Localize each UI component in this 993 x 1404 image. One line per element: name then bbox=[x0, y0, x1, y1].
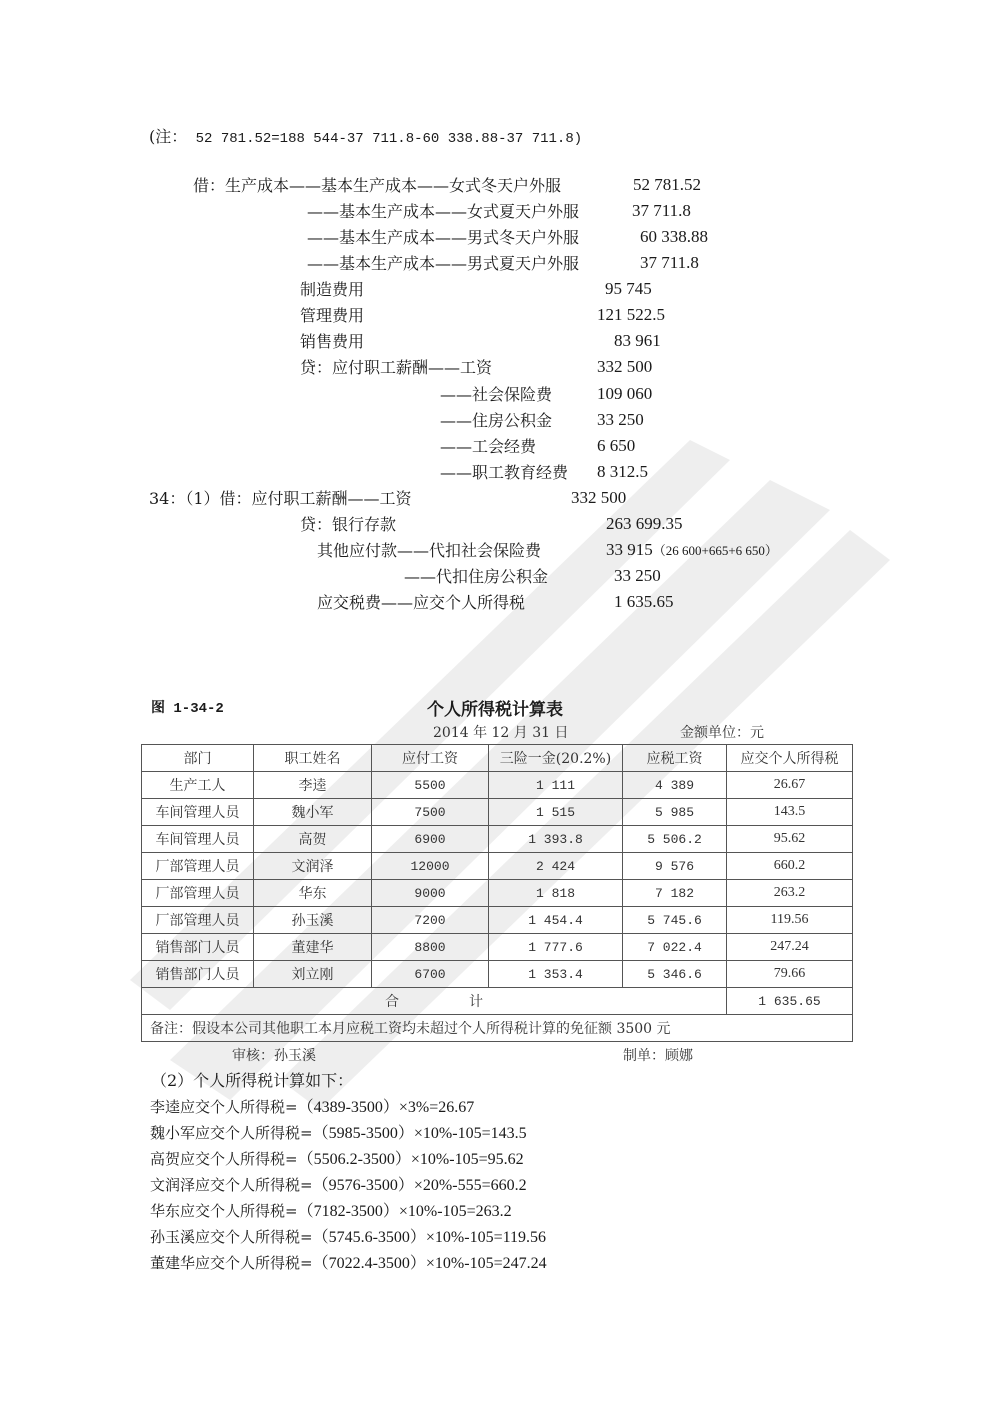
entry-line-label: ——社会保险费 bbox=[440, 385, 553, 404]
cell-gross-wage: 8800 bbox=[372, 934, 489, 961]
table-row bbox=[142, 961, 853, 988]
income-tax-table bbox=[141, 744, 853, 1042]
cell-gross-wage: 6700 bbox=[372, 961, 489, 988]
calculation-line bbox=[150, 1120, 527, 1147]
entry-line-label: ——代扣住房公积金 bbox=[404, 567, 549, 586]
calculation-line bbox=[150, 1224, 546, 1251]
entry-line-label: ——基本生产成本——女式夏天户外服 bbox=[307, 202, 580, 221]
cell-department: 车间管理人员 bbox=[142, 799, 254, 826]
table-row bbox=[142, 934, 853, 961]
cell-insurance: 1 393.8 bbox=[489, 826, 623, 853]
table-row bbox=[142, 799, 853, 826]
calc-formula: （7182-3500）×10%-105=263.2 bbox=[297, 1203, 512, 1220]
entry-line-amount: 332 500 bbox=[597, 357, 653, 376]
entry-line-amount: 37 711.8 bbox=[632, 201, 691, 220]
calculation-line bbox=[150, 1146, 524, 1173]
entry-line-amount: 60 338.88 bbox=[640, 227, 708, 246]
cell-insurance: 1 454.4 bbox=[489, 907, 623, 934]
cell-department: 厂部管理人员 bbox=[142, 880, 254, 907]
cell-taxable: 5 346.6 bbox=[623, 961, 727, 988]
entry-line-label: 销售费用 bbox=[300, 332, 365, 351]
entry-line-label: 制造费用 bbox=[300, 280, 365, 299]
entry-line-label: ——住房公积金 bbox=[440, 411, 553, 430]
calculation-line bbox=[150, 1172, 527, 1199]
entry-line-amount: 33 915 bbox=[606, 540, 653, 559]
cell-department: 销售部门人员 bbox=[142, 961, 254, 988]
entry-line-amount-group bbox=[606, 540, 778, 560]
entry-line-amount: 263 699.35 bbox=[606, 514, 683, 533]
cell-department: 厂部管理人员 bbox=[142, 853, 254, 880]
entry-line-label: ——工会经费 bbox=[440, 437, 537, 456]
cell-department: 销售部门人员 bbox=[142, 934, 254, 961]
header-taxable-wage: 应税工资 bbox=[623, 745, 727, 772]
header-insurance-fund: 三险一金(20.2%) bbox=[489, 745, 623, 772]
cell-insurance: 1 515 bbox=[489, 799, 623, 826]
cell-gross-wage: 12000 bbox=[372, 853, 489, 880]
entry-line-amount: 52 781.52 bbox=[633, 175, 701, 194]
cell-taxable: 5 506.2 bbox=[623, 826, 727, 853]
entry-line-breakdown: （26 600+665+6 650） bbox=[652, 543, 778, 558]
cell-tax: 143.5 bbox=[727, 799, 853, 826]
entry-line-label: ——职工教育经费 bbox=[440, 463, 569, 482]
cell-name: 高贺 bbox=[254, 826, 372, 853]
note-formula: 52 781.52=188 544-37 711.8-60 338.88-37 711.8) bbox=[195, 131, 583, 147]
cell-tax: 263.2 bbox=[727, 880, 853, 907]
entry-line-label: 34：（1）借：应付职工薪酬——工资 bbox=[149, 489, 412, 508]
total-label: 合 计 bbox=[142, 988, 727, 1015]
calculation-line bbox=[150, 1250, 547, 1277]
cell-name: 孙玉溪 bbox=[254, 907, 372, 934]
cell-tax: 660.2 bbox=[727, 853, 853, 880]
cell-insurance: 1 353.4 bbox=[489, 961, 623, 988]
entry-line-amount: 37 711.8 bbox=[640, 253, 699, 272]
entry-line-label: 贷：银行存款 bbox=[300, 515, 397, 534]
header-income-tax: 应交个人所得税 bbox=[727, 745, 853, 772]
cell-tax: 26.67 bbox=[727, 772, 853, 799]
entry-line-amount: 8 312.5 bbox=[597, 462, 648, 481]
calc-name: 孙玉溪应交个人所得税= bbox=[150, 1228, 313, 1246]
figure-label: 图 1-34-2 bbox=[151, 701, 224, 717]
calc-formula: （9576-3500）×20%-555=660.2 bbox=[312, 1177, 527, 1194]
entry-line-label: 其他应付款——代扣社会保险费 bbox=[317, 541, 542, 560]
header-employee-name: 职工姓名 bbox=[254, 745, 372, 772]
entry-line-amount: 1 635.65 bbox=[614, 592, 674, 611]
cell-gross-wage: 9000 bbox=[372, 880, 489, 907]
note-prefix: (注： bbox=[149, 127, 188, 146]
header-gross-wage: 应付工资 bbox=[372, 745, 489, 772]
cell-insurance: 2 424 bbox=[489, 853, 623, 880]
calc-name: 文润泽应交个人所得税= bbox=[150, 1176, 313, 1194]
cell-name: 董建华 bbox=[254, 934, 372, 961]
calculation-heading: （2）个人所得税计算如下： bbox=[151, 1071, 354, 1090]
cell-taxable: 5 745.6 bbox=[623, 907, 727, 934]
cell-name: 刘立刚 bbox=[254, 961, 372, 988]
entry-line-label: 借：生产成本——基本生产成本——女式冬天户外服 bbox=[193, 176, 562, 195]
table-row bbox=[142, 880, 853, 907]
reviewer-signature: 审核：孙玉溪 bbox=[232, 1048, 316, 1064]
table-row bbox=[142, 907, 853, 934]
calc-name: 李逵应交个人所得税= bbox=[150, 1098, 298, 1116]
entry-line-label: 贷：应付职工薪酬——工资 bbox=[300, 358, 493, 377]
table-row bbox=[142, 826, 853, 853]
entry-line-label: ——基本生产成本——男式夏天户外服 bbox=[307, 254, 580, 273]
cell-name: 文润泽 bbox=[254, 853, 372, 880]
formula-note bbox=[149, 124, 582, 147]
table-total-row bbox=[142, 988, 853, 1015]
entry-line-amount: 33 250 bbox=[614, 566, 661, 585]
table-header-row bbox=[142, 745, 853, 772]
entry-line-amount: 121 522.5 bbox=[597, 305, 665, 324]
calculation-line bbox=[150, 1094, 474, 1121]
cell-gross-wage: 7500 bbox=[372, 799, 489, 826]
entry-line-amount: 33 250 bbox=[597, 410, 644, 429]
entry-line-amount: 95 745 bbox=[605, 279, 652, 298]
calc-name: 魏小军应交个人所得税= bbox=[150, 1124, 313, 1142]
entry-line-amount: 109 060 bbox=[597, 384, 653, 403]
cell-taxable: 9 576 bbox=[623, 853, 727, 880]
calc-formula: （4389-3500）×3%=26.67 bbox=[297, 1099, 475, 1116]
cell-tax: 79.66 bbox=[727, 961, 853, 988]
cell-tax: 95.62 bbox=[727, 826, 853, 853]
entry-line-amount: 6 650 bbox=[597, 436, 636, 455]
header-department: 部门 bbox=[142, 745, 254, 772]
cell-insurance: 1 111 bbox=[489, 772, 623, 799]
table-row bbox=[142, 853, 853, 880]
table-date: 2014 年 12 月 31 日 bbox=[433, 725, 569, 741]
calc-name: 董建华应交个人所得税= bbox=[150, 1254, 313, 1272]
entry-line-amount: 332 500 bbox=[571, 488, 627, 507]
preparer-signature: 制单：顾娜 bbox=[623, 1048, 693, 1064]
calc-formula: （5506.2-3500）×10%-105=95.62 bbox=[297, 1151, 524, 1168]
calc-formula: （5745.6-3500）×10%-105=119.56 bbox=[312, 1229, 547, 1246]
cell-insurance: 1 777.6 bbox=[489, 934, 623, 961]
cell-department: 厂部管理人员 bbox=[142, 907, 254, 934]
table-row bbox=[142, 772, 853, 799]
cell-department: 车间管理人员 bbox=[142, 826, 254, 853]
cell-taxable: 4 389 bbox=[623, 772, 727, 799]
total-value: 1 635.65 bbox=[727, 988, 853, 1015]
cell-gross-wage: 6900 bbox=[372, 826, 489, 853]
cell-taxable: 7 022.4 bbox=[623, 934, 727, 961]
cell-name: 李逵 bbox=[254, 772, 372, 799]
calc-formula: （5985-3500）×10%-105=143.5 bbox=[312, 1125, 527, 1142]
cell-department: 生产工人 bbox=[142, 772, 254, 799]
cell-taxable: 5 985 bbox=[623, 799, 727, 826]
entry-line-label: 应交税费——应交个人所得税 bbox=[317, 593, 526, 612]
cell-taxable: 7 182 bbox=[623, 880, 727, 907]
cell-name: 华东 bbox=[254, 880, 372, 907]
table-remark: 备注：假设本公司其他职工本月应税工资均未超过个人所得税计算的免征额 3500 元 bbox=[142, 1015, 853, 1042]
table-title: 个人所得税计算表 bbox=[427, 700, 563, 720]
cell-tax: 247.24 bbox=[727, 934, 853, 961]
calc-name: 华东应交个人所得税= bbox=[150, 1202, 298, 1220]
calc-formula: （7022.4-3500）×10%-105=247.24 bbox=[312, 1255, 547, 1272]
cell-insurance: 1 818 bbox=[489, 880, 623, 907]
entry-line-amount: 83 961 bbox=[614, 331, 661, 350]
cell-gross-wage: 7200 bbox=[372, 907, 489, 934]
calculation-line bbox=[150, 1198, 512, 1225]
table-remark-row bbox=[142, 1015, 853, 1042]
entry-line-label: ——基本生产成本——男式冬天户外服 bbox=[307, 228, 580, 247]
calc-name: 高贺应交个人所得税= bbox=[150, 1150, 298, 1168]
entry-line-label: 管理费用 bbox=[300, 306, 365, 325]
cell-tax: 119.56 bbox=[727, 907, 853, 934]
cell-name: 魏小军 bbox=[254, 799, 372, 826]
table-unit: 金额单位：元 bbox=[680, 725, 764, 741]
cell-gross-wage: 5500 bbox=[372, 772, 489, 799]
